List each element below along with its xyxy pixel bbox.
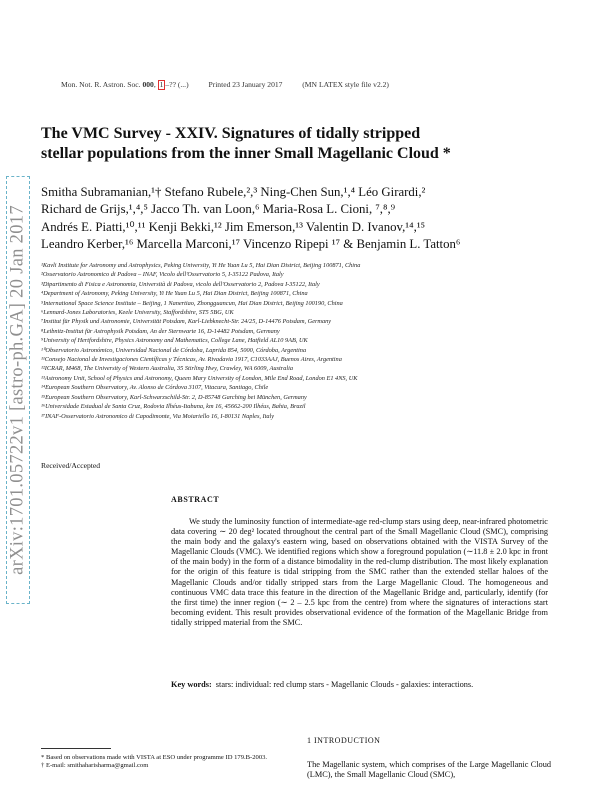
affiliation-item: ⁷Institut für Physik und Astronomie, Universität Potsdam, Karl-Liebknecht-Str. 24/25, D-14476 Potsdam, Germany [41,318,332,326]
abstract-body: We study the luminosity function of intermediate-age red-clump stars using deep, near-infrared photometric data covering ∼ 20 deg² located throughout the central part of the Small Magellanic Cloud (SMC), comprising the main body and the galaxy's eastern wing, based on observations obtained with the VISTA Survey of the Magellanic Clouds (VMC). We identified regions which show a foreground population (∼11.8 ± 2.0 kpc in front of the main body) in the form of a distance bimodality in the red-clump distribution. The most likely explanation for the origin of this feature is tidal stripping from the SMC rather than the extended stellar haloes of the Magellanic Clouds and/or tidally stripped stars from the Large Magellanic Cloud. The homogeneous and continuous VMC data trace this feature in the direction of the Magellanic Bridge and, particularly, identify (for the first time) the inner region (∼ 2 – 2.5 kpc from the centre) from where the signatures of interactions start becoming evident. This result provides observational evidence of the formation of the Magellanic Bridge from tidally stripped material from the SMC. [171,517,548,627]
affiliation-item: ³Dipartimento di Fisica e Astronomia, Università di Padova, vicolo dell'Osservatorio 2, Padova I-35122, Italy [41,280,320,288]
arxiv-identifier-stamp [6,176,30,604]
affiliation-item: ¹⁵European Southern Observatory, Karl-Schwarzschild-Str. 2, D-85748 Garching bei München, Germany [41,393,307,401]
affiliation-item: ²Osservatorio Astronomico di Padova – INAF, Vicolo dell'Osservatorio 5, I-35122 Padova, Italy [41,271,284,279]
footnotes [41,754,293,771]
abstract-heading: ABSTRACT [171,495,220,504]
affiliation-item: ⁹University of Hertfordshire, Physics Astronomy and Mathematics, College Lane, Hatfield AL10 9AB, UK [41,337,308,345]
received-accepted-note: Received/Accepted [41,461,101,470]
affiliation-item: ⁸Leibnitz-Institut für Astrophysik Potsdam, An der Sternwarte 16, D-14482 Potsdam, Germany [41,327,280,335]
page-range: –?? (...) [165,80,189,89]
affiliation-item: ⁴Department of Astronomy, Peking University, Yi He Yuan Lu 5, Hai Dian District, Beijing 100871, China [41,290,308,298]
author-line: Andrés E. Piatti,¹⁰,¹¹ Kenji Bekki,¹² Jim Emerson,¹³ Valentin D. Ivanov,¹⁴,¹⁵ [41,219,426,234]
paper-title-line-1: The VMC Survey - XXIV. Signatures of tidally stripped [41,125,421,142]
introduction-text: The Magellanic system, which comprises of the Large Magellanic Cloud (LMC), the Small Magellanic Cloud (SMC), [307,760,551,780]
affiliation-item: ¹⁶Universidade Estadual de Santa Cruz, Rodovia Ilhéus-Itabuna, km 16, 45662-200 Ilhéus, Bahia, Brazil [41,403,306,411]
affiliation-item: ¹Kavli Institute for Astronomy and Astrophysics, Peking University, Yi He Yuan Lu 5, Hai Dian District, Beijing 100871, China [41,262,361,269]
footnote-item: * Based on observations made with VISTA at ESO under programme ID 179.B-2003. [41,754,268,761]
footnote-rule [41,748,111,749]
author-list [41,184,581,253]
affiliation-item: ¹⁷INAF-Osservatorio Astronomico di Capodimonte, Via Moiariello 16, I-80131 Naples, Italy [41,412,275,420]
affiliation-item: ¹³Astronomy Unit, School of Physics and Astronomy, Queen Mary University of London, Mile End Road, London E1 4NS, UK [41,374,358,382]
author-line: Richard de Grijs,¹,⁴,⁵ Jacco Th. van Loon,⁶ Maria-Rosa L. Cioni, ⁷,⁸,⁹ [41,202,396,217]
footnote-item: † E-mail: smithaharisharma@gmail.com [41,762,149,770]
style-file-note: (MN LATEX style file v2.2) [302,80,389,89]
affiliation-list [41,261,581,421]
arxiv-identifier-text: arXiv:1701.05722v1 [astro-ph.GA] 20 Jan 2017 [7,205,28,575]
affiliation-item: ¹¹Consejo Nacional de Investigaciones Científicas y Técnicas, Av. Rivadavia 1917, C1033AAJ, Buenos Aires, Argentina [41,356,342,364]
affiliation-item: ¹⁰Observatorio Astronómico, Universidad Nacional de Córdoba, Laprida 854, 5000, Córdoba, Argentina [41,346,307,354]
printed-date: Printed 23 January 2017 [208,80,283,89]
keywords-text: stars: individual: red clump stars - Magellanic Clouds - galaxies: interactions. [215,680,474,689]
author-line: Leandro Kerber,¹⁶ Marcella Marconi,¹⁷ Vincenzo Ripepi ¹⁷ & Benjamin L. Tatton⁶ [41,236,461,251]
affiliation-item: ⁶Lennard-Jones Laboratories, Keele University, Staffordshire, ST5 5BG, UK [41,309,234,317]
affiliation-item: ¹⁴European Southern Observatory, Av. Alonso de Córdova 3107, Vitacura, Santiago, Chile [41,384,269,392]
running-header: Mon. Not. R. Astron. Soc. 000, 1 –?? (...) Printed 23 January 2017 (MN LATEX style file v2.2) [61,80,389,89]
section-heading-introduction: 1 INTRODUCTION [307,736,381,745]
author-line: Smitha Subramanian,¹† Stefano Rubele,²,³ Ning-Chen Sun,¹,⁴ Léo Girardi,² [41,185,426,199]
affiliation-item: ¹²ICRAR, M468, The University of Western Australia, 35 Stirling Hwy, Crawley, WA 6009, Australia [41,365,294,373]
paper-title [41,124,581,164]
page-link[interactable]: 1 [159,80,164,89]
keywords [171,680,548,690]
affiliation-item: ⁵International Space Science Institute – Beijing, 1 Nanertiao, Zhongguancun, Hai Dian District, Beijing 100190, China [41,299,343,307]
paper-title-line-2: stellar populations from the inner Small Magellanic Cloud * [41,145,451,162]
keywords-label: Key words: [171,680,212,689]
journal-volume: 000 [142,80,154,89]
journal-name: Mon. Not. R. Astron. Soc. [61,80,141,89]
